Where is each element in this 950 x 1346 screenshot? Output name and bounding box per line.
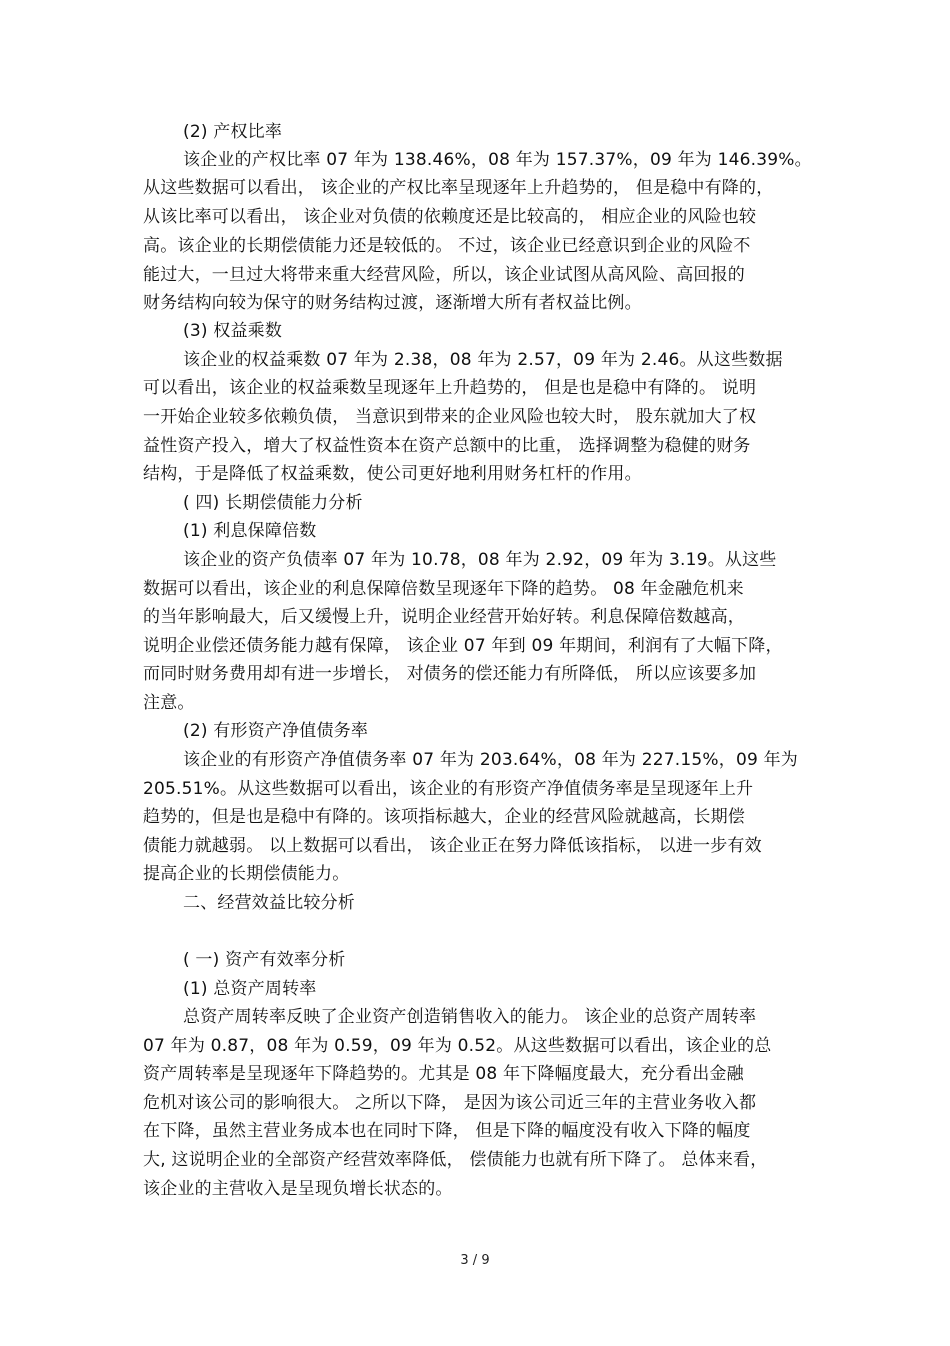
paragraph-line: 该企业的权益乘数 07 年为 2.38，08 年为 2.57，09 年为 2.46。从这些数据 <box>183 350 783 370</box>
section-heading-tangible-net-worth-debt: (2) 有形资产净值债务率 <box>183 721 369 741</box>
paragraph-line: 能过大，一旦过大将带来重大经营风险，所以，该企业试图从高风险、高回报的 <box>143 265 745 285</box>
paragraph-line: 大, 这说明企业的全部资产经营效率降低， 偿债能力也就有所下降了。 总体来看， <box>143 1150 768 1170</box>
paragraph-line: 高。该企业的长期偿债能力还是较低的。 不过，该企业已经意识到企业的风险不 <box>143 236 751 256</box>
paragraph-line: 注意。 <box>143 693 195 713</box>
paragraph-line: 该企业的产权比率 07 年为 138.46%，08 年为 157.37%，09 年为 146.39%。 <box>183 150 812 170</box>
section-heading-total-asset-turnover: (1) 总资产周转率 <box>183 979 317 999</box>
section-heading-equity-multiplier: (3) 权益乘数 <box>183 321 283 341</box>
section-heading-interest-coverage: (1) 利息保障倍数 <box>183 521 317 541</box>
paragraph-line: 资产周转率是呈现逐年下降趋势的。尤其是 08 年下降幅度最大，充分看出金融 <box>143 1064 744 1084</box>
paragraph-line: 可以看出，该企业的权益乘数呈现逐年上升趋势的， 但是也是稳中有降的。 说明 <box>143 378 757 398</box>
paragraph-line: 的当年影响最大，后又缓慢上升，说明企业经营开始好转。利息保障倍数越高， <box>143 607 745 627</box>
paragraph-line: 该企业的有形资产净值债务率 07 年为 203.64%，08 年为 227.15%，09 年为 <box>183 750 798 770</box>
paragraph-line: 债能力就越弱。 以上数据可以看出， 该企业正在努力降低该指标， 以进一步有效 <box>143 836 762 856</box>
page-number: 3 / 9 <box>460 1253 490 1268</box>
paragraph-line: 趋势的，但是也是稳中有降的。该项指标越大，企业的经营风险就越高，长期偿 <box>143 807 745 827</box>
paragraph-line: 从该比率可以看出， 该企业对负债的依赖度还是比较高的， 相应企业的风险也较 <box>143 207 757 227</box>
paragraph-line: 而同时财务费用却有进一步增长， 对债务的偿还能力有所降低， 所以应该要多加 <box>143 664 757 684</box>
paragraph-line: 提高企业的长期偿债能力。 <box>143 864 350 884</box>
section-heading-operating-efficiency: 二、经营效益比较分析 <box>183 893 355 913</box>
section-heading-long-term-solvency: ( 四) 长期偿债能力分析 <box>183 493 363 513</box>
paragraph-line: 一开始企业较多依赖负债， 当意识到带来的企业风险也较大时， 股东就加大了权 <box>143 407 757 427</box>
paragraph-line: 益性资产投入，增大了权益性资本在资产总额中的比重， 选择调整为稳健的财务 <box>143 436 751 456</box>
section-heading-equity-ratio: (2) 产权比率 <box>183 122 283 142</box>
paragraph-line: 数据可以看出，该企业的利息保障倍数呈现逐年下降的趋势。 08 年金融危机来 <box>143 579 744 599</box>
section-heading-asset-efficiency: ( 一) 资产有效率分析 <box>183 950 346 970</box>
paragraph-line: 205.51%。从这些数据可以看出，该企业的有形资产净值债务率是呈现逐年上升 <box>143 779 754 799</box>
paragraph-line: 该企业的主营收入是呈现负增长状态的。 <box>143 1179 453 1199</box>
paragraph-line: 危机对该公司的影响很大。 之所以下降， 是因为该公司近三年的主营业务收入都 <box>143 1093 757 1113</box>
paragraph-line: 在下降，虽然主营业务成本也在同时下降， 但是下降的幅度没有收入下降的幅度 <box>143 1121 751 1141</box>
paragraph-line: 结构，于是降低了权益乘数，使公司更好地利用财务杠杆的作用。 <box>143 464 642 484</box>
paragraph-line: 从这些数据可以看出， 该企业的产权比率呈现逐年上升趋势的， 但是稳中有降的， <box>143 178 774 198</box>
paragraph-line: 说明企业偿还债务能力越有保障， 该企业 07 年到 09 年期间，利润有了大幅下降， <box>143 636 783 656</box>
paragraph-line: 07 年为 0.87，08 年为 0.59，09 年为 0.52。从这些数据可以看出，该企业的总 <box>143 1036 772 1056</box>
paragraph-line: 财务结构向较为保守的财务结构过渡，逐渐增大所有者权益比例。 <box>143 293 642 313</box>
paragraph-line: 总资产周转率反映了企业资产创造销售收入的能力。 该企业的总资产周转率 <box>183 1007 757 1027</box>
paragraph-line: 该企业的资产负债率 07 年为 10.78，08 年为 2.92，09 年为 3.19。从这些 <box>183 550 777 570</box>
